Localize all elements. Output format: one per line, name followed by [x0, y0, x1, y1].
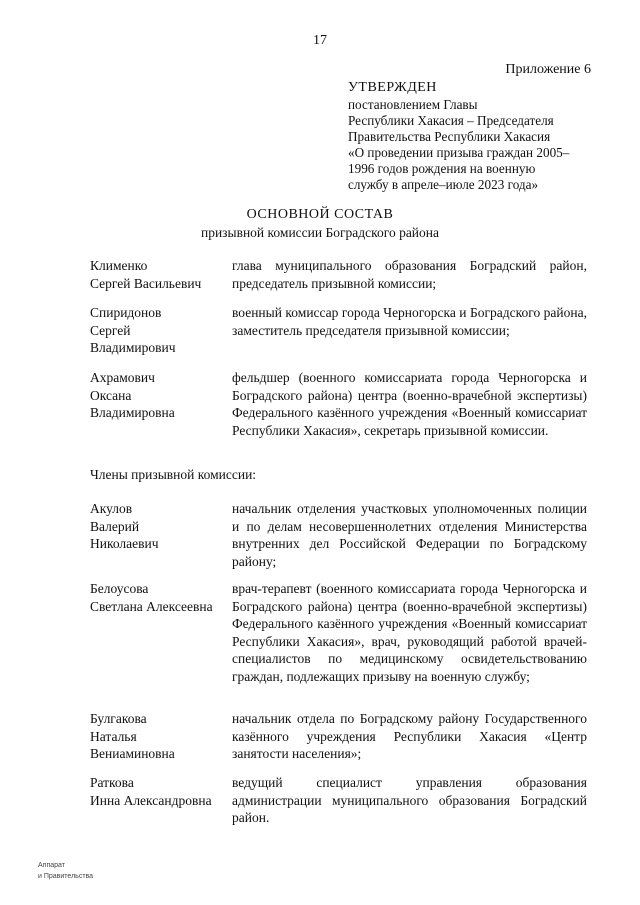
document-heading: [0, 206, 640, 242]
person-role: врач-терапевт (военного комиссариата города Черногорска и Боградского района) центра (военно-врачебной экспертизы) Федерального казённого учреждения «Военный комиссариат Республики Хакасия», врач, руководящий работой врачей-специалистов по медицинскому освидетельствованию граждан, подлежащих призыву на военную службу;: [232, 581, 587, 684]
footnote-line: Аппарат: [38, 862, 65, 869]
name-line: Раткова: [90, 775, 134, 790]
name-line: Булгакова: [90, 711, 147, 726]
person-name: [90, 500, 225, 553]
page-number: 17: [313, 33, 327, 48]
person-role: фельдшер (военного комиссариата города Черногорска и Боградского района) центра (военно-врачебной экспертизы) Федерального казённого учреждения «Военный комиссариат Республики Хакасия», секретарь призывной комиссии.: [232, 370, 587, 438]
name-line: Оксана: [90, 387, 132, 403]
heading-title: ОСНОВНОЙ СОСТАВ: [246, 207, 394, 222]
name-line: Сергей Васильевич: [90, 275, 202, 291]
heading-subtitle: призывной комиссии Боградского района: [200, 225, 440, 240]
approval-line: службу в апреле–июле 2023 года»: [348, 177, 539, 192]
footnote-line: и Правительства: [38, 873, 94, 880]
approval-line: «О проведении призыва граждан 2005–: [348, 145, 570, 160]
person-name: [90, 369, 225, 422]
name-line: Спиридонов: [90, 305, 162, 320]
approval-line: Правительства Республики Хакасия: [348, 129, 551, 144]
approval-title: УТВЕРЖДЕН: [348, 80, 437, 95]
approval-line: постановлением Главы: [348, 97, 478, 112]
name-line: Вениаминовна: [90, 746, 175, 762]
approval-line: Республики Хакасия – Председателя: [348, 113, 554, 128]
name-line: Белоусова: [90, 581, 149, 596]
appendix-label: Приложение 6: [505, 62, 591, 77]
approval-line: 1996 годов рождения на военную: [348, 161, 536, 176]
person-role: начальник отделения участковых уполномоченных полиции и по делам несовершеннолетних отделения Министерства внутренних дел Российской Федерации по Боградскому району;: [232, 501, 587, 569]
name-line: Наталья: [90, 728, 137, 744]
name-line: Сергей: [90, 322, 131, 338]
person-role: глава муниципального образования Боградский район, председатель призывной комиссии;: [232, 258, 587, 291]
name-line: Валерий: [90, 518, 140, 534]
name-line: Ахрамович: [90, 370, 155, 385]
person-name: [90, 580, 225, 615]
name-line: Владимировна: [90, 405, 175, 421]
person-name: [90, 710, 225, 763]
name-line: Владимирович: [90, 340, 176, 356]
name-line: Светлана Алексеевна: [90, 598, 213, 614]
person-role: военный комиссар города Черногорска и Боградского района, заместитель председателя призывной комиссии;: [232, 305, 587, 338]
members-heading: Члены призывной комиссии:: [90, 467, 257, 482]
name-line: Инна Александровна: [90, 792, 212, 808]
name-line: Клименко: [90, 258, 148, 273]
footnote-stamp: [38, 860, 93, 882]
name-line: Акулов: [90, 501, 133, 516]
person-role: ведущий специалист управления образования администрации муниципального образования Боградский район.: [232, 775, 587, 826]
person-name: [90, 257, 225, 292]
person-role: начальник отдела по Боградскому району Государственного казённого учреждения Республики Хакасия «Центр занятости населения»;: [232, 711, 587, 762]
approval-block: [348, 80, 593, 193]
person-name: [90, 304, 225, 357]
name-line: Николаевич: [90, 536, 159, 552]
person-name: [90, 774, 225, 809]
